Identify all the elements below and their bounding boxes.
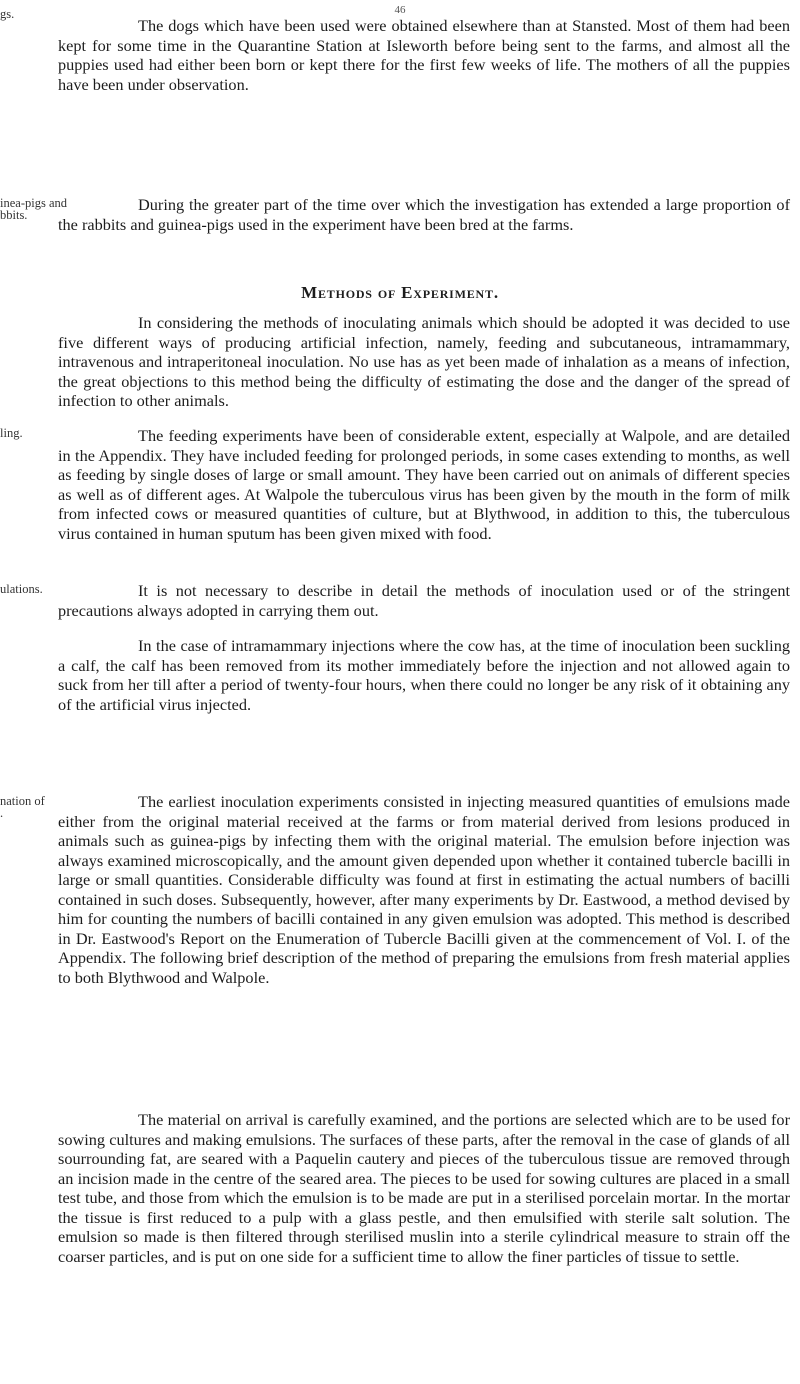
margin-note-line: ling. <box>0 426 23 440</box>
margin-note-line: . <box>0 806 4 820</box>
paragraph-feeding-experiments: The feeding experiments have been of considerable extent, especially at Walpole, and are detailed in the Appendix. They have included feeding for prolonged periods, in some cases extending to months, as well as feeding by single doses of large or small amount. They have been carried out on animals of different species as well as of different ages. At Walpole the tuberculous virus has been given by the mouth in the form of milk from infected cows or measured quantities of culture, but at Blythwood, in addition to this, the tuberculous virus contained in human sputum has been given mixed with food. <box>58 426 790 543</box>
paragraph-rabbits-guinea-pigs: During the greater part of the time over which the investigation has extended a large proportion of the rabbits and guinea-pigs used in the experiment have been bred at the farms. <box>58 195 790 234</box>
margin-note-line: bbits. <box>0 208 28 222</box>
margin-note-guinea-pigs-rabbits <box>0 196 67 222</box>
paragraph-inoculation-methods: It is not necessary to describe in detail the methods of inoculation used or of the stringent precautions always adopted in carrying them out. <box>58 581 790 620</box>
margin-note-feeding <box>0 427 54 439</box>
margin-note-line: inea-pigs and <box>0 196 67 210</box>
paragraph-intramammary: In the case of intramammary injections where the cow has, at the time of inoculation been suckling a calf, the calf has been removed from its mother immediately before the injection and not allowed again to suck from her till after a period of twenty-four hours, when there could no longer be any risk of it obtaining any of the artificial virus injected. <box>58 636 790 714</box>
margin-note-line: nation of <box>0 794 45 808</box>
page-number: 46 <box>394 4 406 16</box>
paragraph-methods-overview: In considering the methods of inoculating animals which should be adopted it was decided to use five different ways of producing artificial infection, namely, feeding and subcutaneous, intramammary, intravenous and intraperitoneal inoculation. No use has as yet been made of inhalation as a means of infection, the great objections to this method being the difficulty of estimating the dose and the danger of the spread of infection to other animals. <box>58 313 790 410</box>
margin-note-inoculations <box>0 583 54 595</box>
section-heading: Methods of Experiment. <box>301 283 499 302</box>
margin-note-estimation <box>0 795 54 819</box>
paragraph-material-preparation: The material on arrival is carefully examined, and the portions are selected which are to be used for sowing cultures and making emulsions. The surfaces of these parts, after the removal in the case of glands of all sourrounding fat, are seared with a Paquelin cautery and pieces of the tuberculous tissue are removed through an incision made in the centre of the seared area. The pieces to be used for sowing cultures are placed in a small test tube, and those from which the emulsion is to be made are put in a sterilised porcelain mortar. In the mortar the tissue is first reduced to a pulp with a glass pestle, and then emulsified with sterile salt solution. The emulsion so made is then filtered through sterilised muslin into a sterile cylindrical measure to strain off the coarser particles, and is put on one side for a sufficient time to allow the finer particles of tissue to settle. <box>58 1110 790 1266</box>
margin-note-dogs <box>0 8 54 20</box>
margin-note-line: gs. <box>0 7 15 21</box>
paragraph-dogs: The dogs which have been used were obtained elsewhere than at Stansted. Most of them had been kept for some time in the Quarantine Station at Isleworth before being sent to the farms, and almost all the puppies used had either been born or kept there for the first few weeks of life. The mothers of all the puppies have been under observation. <box>58 16 790 94</box>
paragraph-earliest-inoculation: The earliest inoculation experiments consisted in injecting measured quantities of emulsions made either from the original material received at the farms or from material derived from lesions produced in animals such as guinea-pigs by infecting them with the original material. The emulsion before injection was always examined microscopically, and the amount given depended upon whether it contained tubercle bacilli in large or small quantities. Considerable difficulty was found at first in estimating the actual numbers of bacilli contained in such doses. Subsequently, however, after many experiments by Dr. Eastwood, a method devised by him for counting the numbers of bacilli contained in any given emulsion was adopted. This method is described in Dr. Eastwood's Report on the Enumeration of Tubercle Bacilli given at the commencement of Vol. I. of the Appendix. The following brief description of the method of preparing the emulsions from fresh material applies to both Blythwood and Walpole. <box>58 792 790 987</box>
margin-note-line: ulations. <box>0 582 43 596</box>
